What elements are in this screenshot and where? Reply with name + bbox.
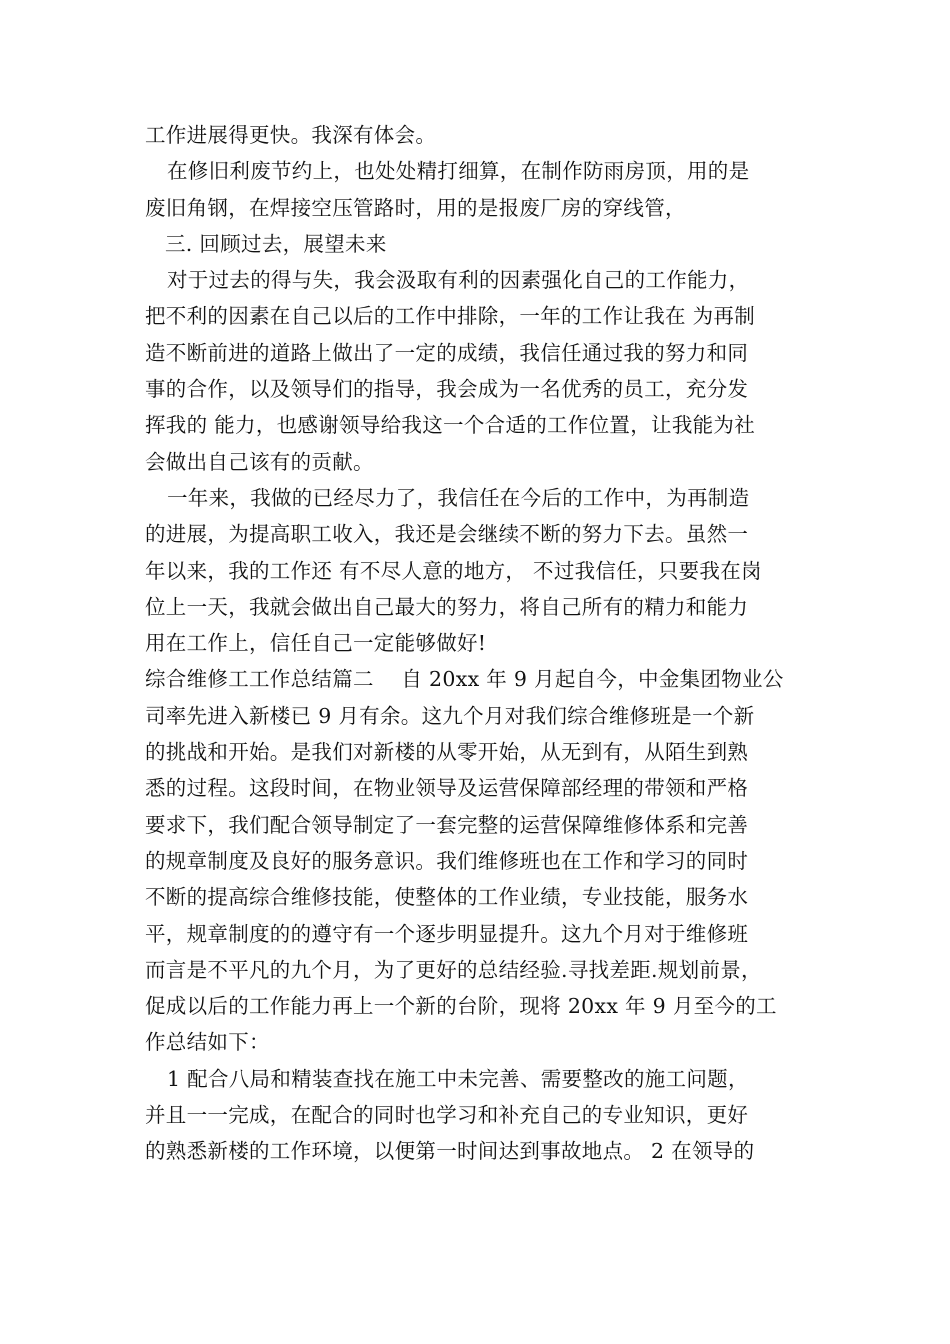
text-line: 悉的过程。这段时间，在物业领导及运营保障部经理的带领和严格 [145,776,749,801]
document-body [145,117,810,1170]
text-line: 把不利的因素在自己以后的工作中排除，一年的工作让我在 为再制 [145,304,756,329]
text-line: 作总结如下： [145,1030,270,1055]
text-line: 司率先进入新楼已 9 月有余。这九个月对我们综合维修班是一个新 [145,703,755,728]
text-line: 要求下，我们配合领导制定了一套完整的运营保障维修体系和完善 [145,812,749,837]
text-line: 促成以后的工作能力再上一个新的台阶，现将 20xx 年 9 月至今的工 [145,994,777,1019]
text-line: 造不断前进的道路上做出了一定的成绩，我信任通过我的努力和同 [145,340,749,365]
text-line: 一年来，我做的已经尽力了，我信任在今后的工作中，为再制造 [167,485,750,510]
text-line: 的进展，为提高职工收入，我还是会继续不断的努力下去。虽然一 [145,522,749,547]
text-line: 的挑战和开始。是我们对新楼的从零开始，从无到有，从陌生到熟 [145,740,749,765]
text-line: 用在工作上，信任自己一定能够做好! [145,631,487,656]
text-line: 在修旧利废节约上，也处处精打细算，在制作防雨房顶，用的是 [167,159,750,184]
text-line: 挥我的 能力，也感谢领导给我这一个合适的工作位置，让我能为社 [145,413,756,438]
text-line: 会做出自己该有的贡献。 [145,449,374,474]
text-line: 事的合作，以及领导们的指导，我会成为一名优秀的员工，充分发 [145,377,749,402]
text-line: 年以来，我的工作还 有不尽人意的地方， 不过我信任，只要我在岗 [145,558,762,583]
text-line: 对于过去的得与失，我会汲取有利的因素强化自己的工作能力， [167,268,750,293]
text-line: 并且一一完成，在配合的同时也学习和补充自己的专业知识，更好 [145,1103,749,1128]
section-heading: 三. 回顾过去，展望未来 [165,231,387,256]
text-line: 而言是不平凡的九个月，为了更好的总结经验.寻找差距.规划前景， [145,957,762,982]
text-line: 位上一天，我就会做出自己最大的努力，将自己所有的精力和能力 [145,594,749,619]
text-line: 工作进展得更快。我深有体会。 [145,123,437,147]
text-line: 的熟悉新楼的工作环境，以便第一时间达到事故地点。 2 在领导的 [145,1139,755,1164]
text-line: 平，规章制度的的遵守有一个逐步明显提升。这九个月对于维修班 [145,921,749,946]
text-line: 1 配合八局和精装查找在施工中未完善、需要整改的施工问题， [167,1066,749,1091]
section-title-line: 综合维修工工作总结篇二 自 20xx 年 9 月起自今，中金集团物业公 [145,667,784,692]
text-line: 的规章制度及良好的服务意识。我们维修班也在工作和学习的同时 [145,848,749,873]
text-line: 不断的提高综合维修技能，使整体的工作业绩，专业技能，服务水 [145,885,749,910]
text-line: 废旧角钢，在焊接空压管路时，用的是报废厂房的穿线管， [145,195,686,220]
